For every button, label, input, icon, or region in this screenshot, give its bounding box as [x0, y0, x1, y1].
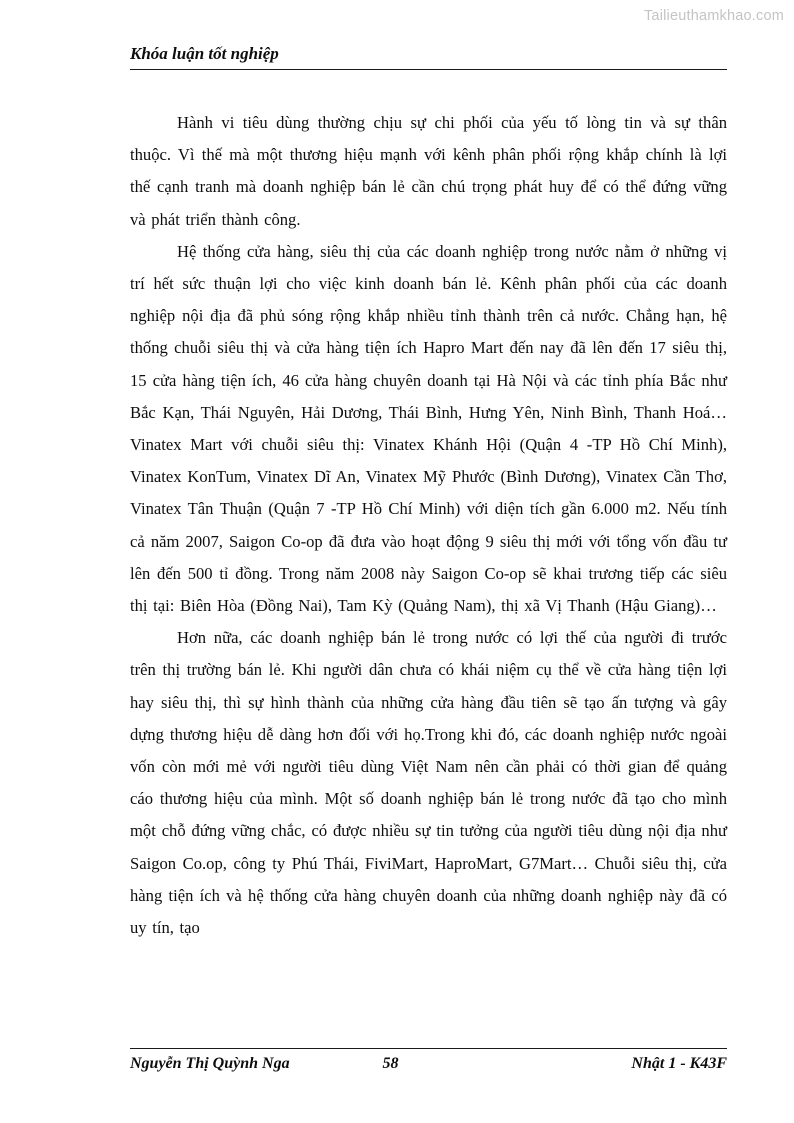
- page-header: [130, 44, 727, 70]
- header-title: Khóa luận tốt nghiệp: [130, 44, 279, 63]
- watermark: Tailieuthamkhao.com: [643, 8, 784, 24]
- footer-author: Nguyễn Thị Quỳnh Nga: [130, 1055, 290, 1072]
- page-footer: [130, 1048, 727, 1073]
- footer-page-number: 58: [382, 1055, 399, 1072]
- paragraph: Hơn nữa, các doanh nghiệp bán lẻ trong nước có lợi thế của người đi trước trên thị trường bán lẻ. Khi người dân chưa có khái niệm cụ thể về cửa hàng tiện lợi hay siêu thị, thì sự hình thành của những cửa hàng đầu tiên sẽ tạo ấn tượng và gây dựng thương hiệu dễ dàng hơn đối với họ.Trong khi đó, các doanh nghiệp nước ngoài vốn còn mới mẻ với người tiêu dùng Việt Nam nên cần phải có thời gian để quảng cáo thương hiệu của mình. Một số doanh nghiệp bán lẻ trong nước đã tạo cho mình một chỗ đứng vững chắc, có được nhiều sự tin tưởng của người tiêu dùng nội địa như Saigon Co.op, công ty Phú Thái, FiviMart, HaproMart, G7Mart… Chuỗi siêu thị, cửa hàng tiện ích và hệ thống cửa hàng chuyên doanh của những doanh nghiệp này đã có uy tín, tạo: [130, 628, 727, 938]
- paragraph: Hành vi tiêu dùng thường chịu sự chi phối của yếu tố lòng tin và sự thân thuộc. Vì thế mà một thương hiệu mạnh với kênh phân phối rộng khắp chính là lợi thế cạnh tranh mà doanh nghiệp bán lẻ cần chú trọng phát huy để có thể đứng vững và phát triển thành công.: [130, 113, 727, 229]
- paragraph: Hệ thống cửa hàng, siêu thị của các doanh nghiệp trong nước nằm ở những vị trí hết sức thuận lợi cho việc kinh doanh bán lẻ. Kênh phân phối của các doanh nghiệp nội địa đã phủ sóng rộng khắp nhiều tỉnh thành trên cả nước. Chẳng hạn, hệ thống chuỗi siêu thị và cửa hàng tiện ích Hapro Mart đến nay đã lên đến 17 siêu thị, 15 cửa hàng tiện ích, 46 cửa hàng chuyên doanh tại Hà Nội và các tỉnh phía Bắc như Bắc Kạn, Thái Nguyên, Hải Dương, Thái Bình, Hưng Yên, Ninh Bình, Thanh Hoá… Vinatex Mart với chuỗi siêu thị: Vinatex Khánh Hội (Quận 4 -TP Hồ Chí Minh), Vinatex KonTum, Vinatex Dĩ An, Vinatex Mỹ Phước (Bình Dương), Vinatex Cần Thơ, Vinatex Tân Thuận (Quận 7 -TP Hồ Chí Minh) với diện tích gần 6.000 m2. Nếu tính cả năm 2007, Saigon Co-op đã đưa vào hoạt động 9 siêu thị mới với tổng vốn đầu tư lên đến 500 tỉ đồng. Trong năm 2008 này Saigon Co-op sẽ khai trương tiếp các siêu thị tại: Biên Hòa (Đồng Nai), Tam Kỳ (Quảng Nam), thị xã Vị Thanh (Hậu Giang)…: [130, 241, 727, 616]
- document-body: [130, 107, 727, 944]
- footer-class-label: Nhật 1 - K43F: [631, 1055, 727, 1072]
